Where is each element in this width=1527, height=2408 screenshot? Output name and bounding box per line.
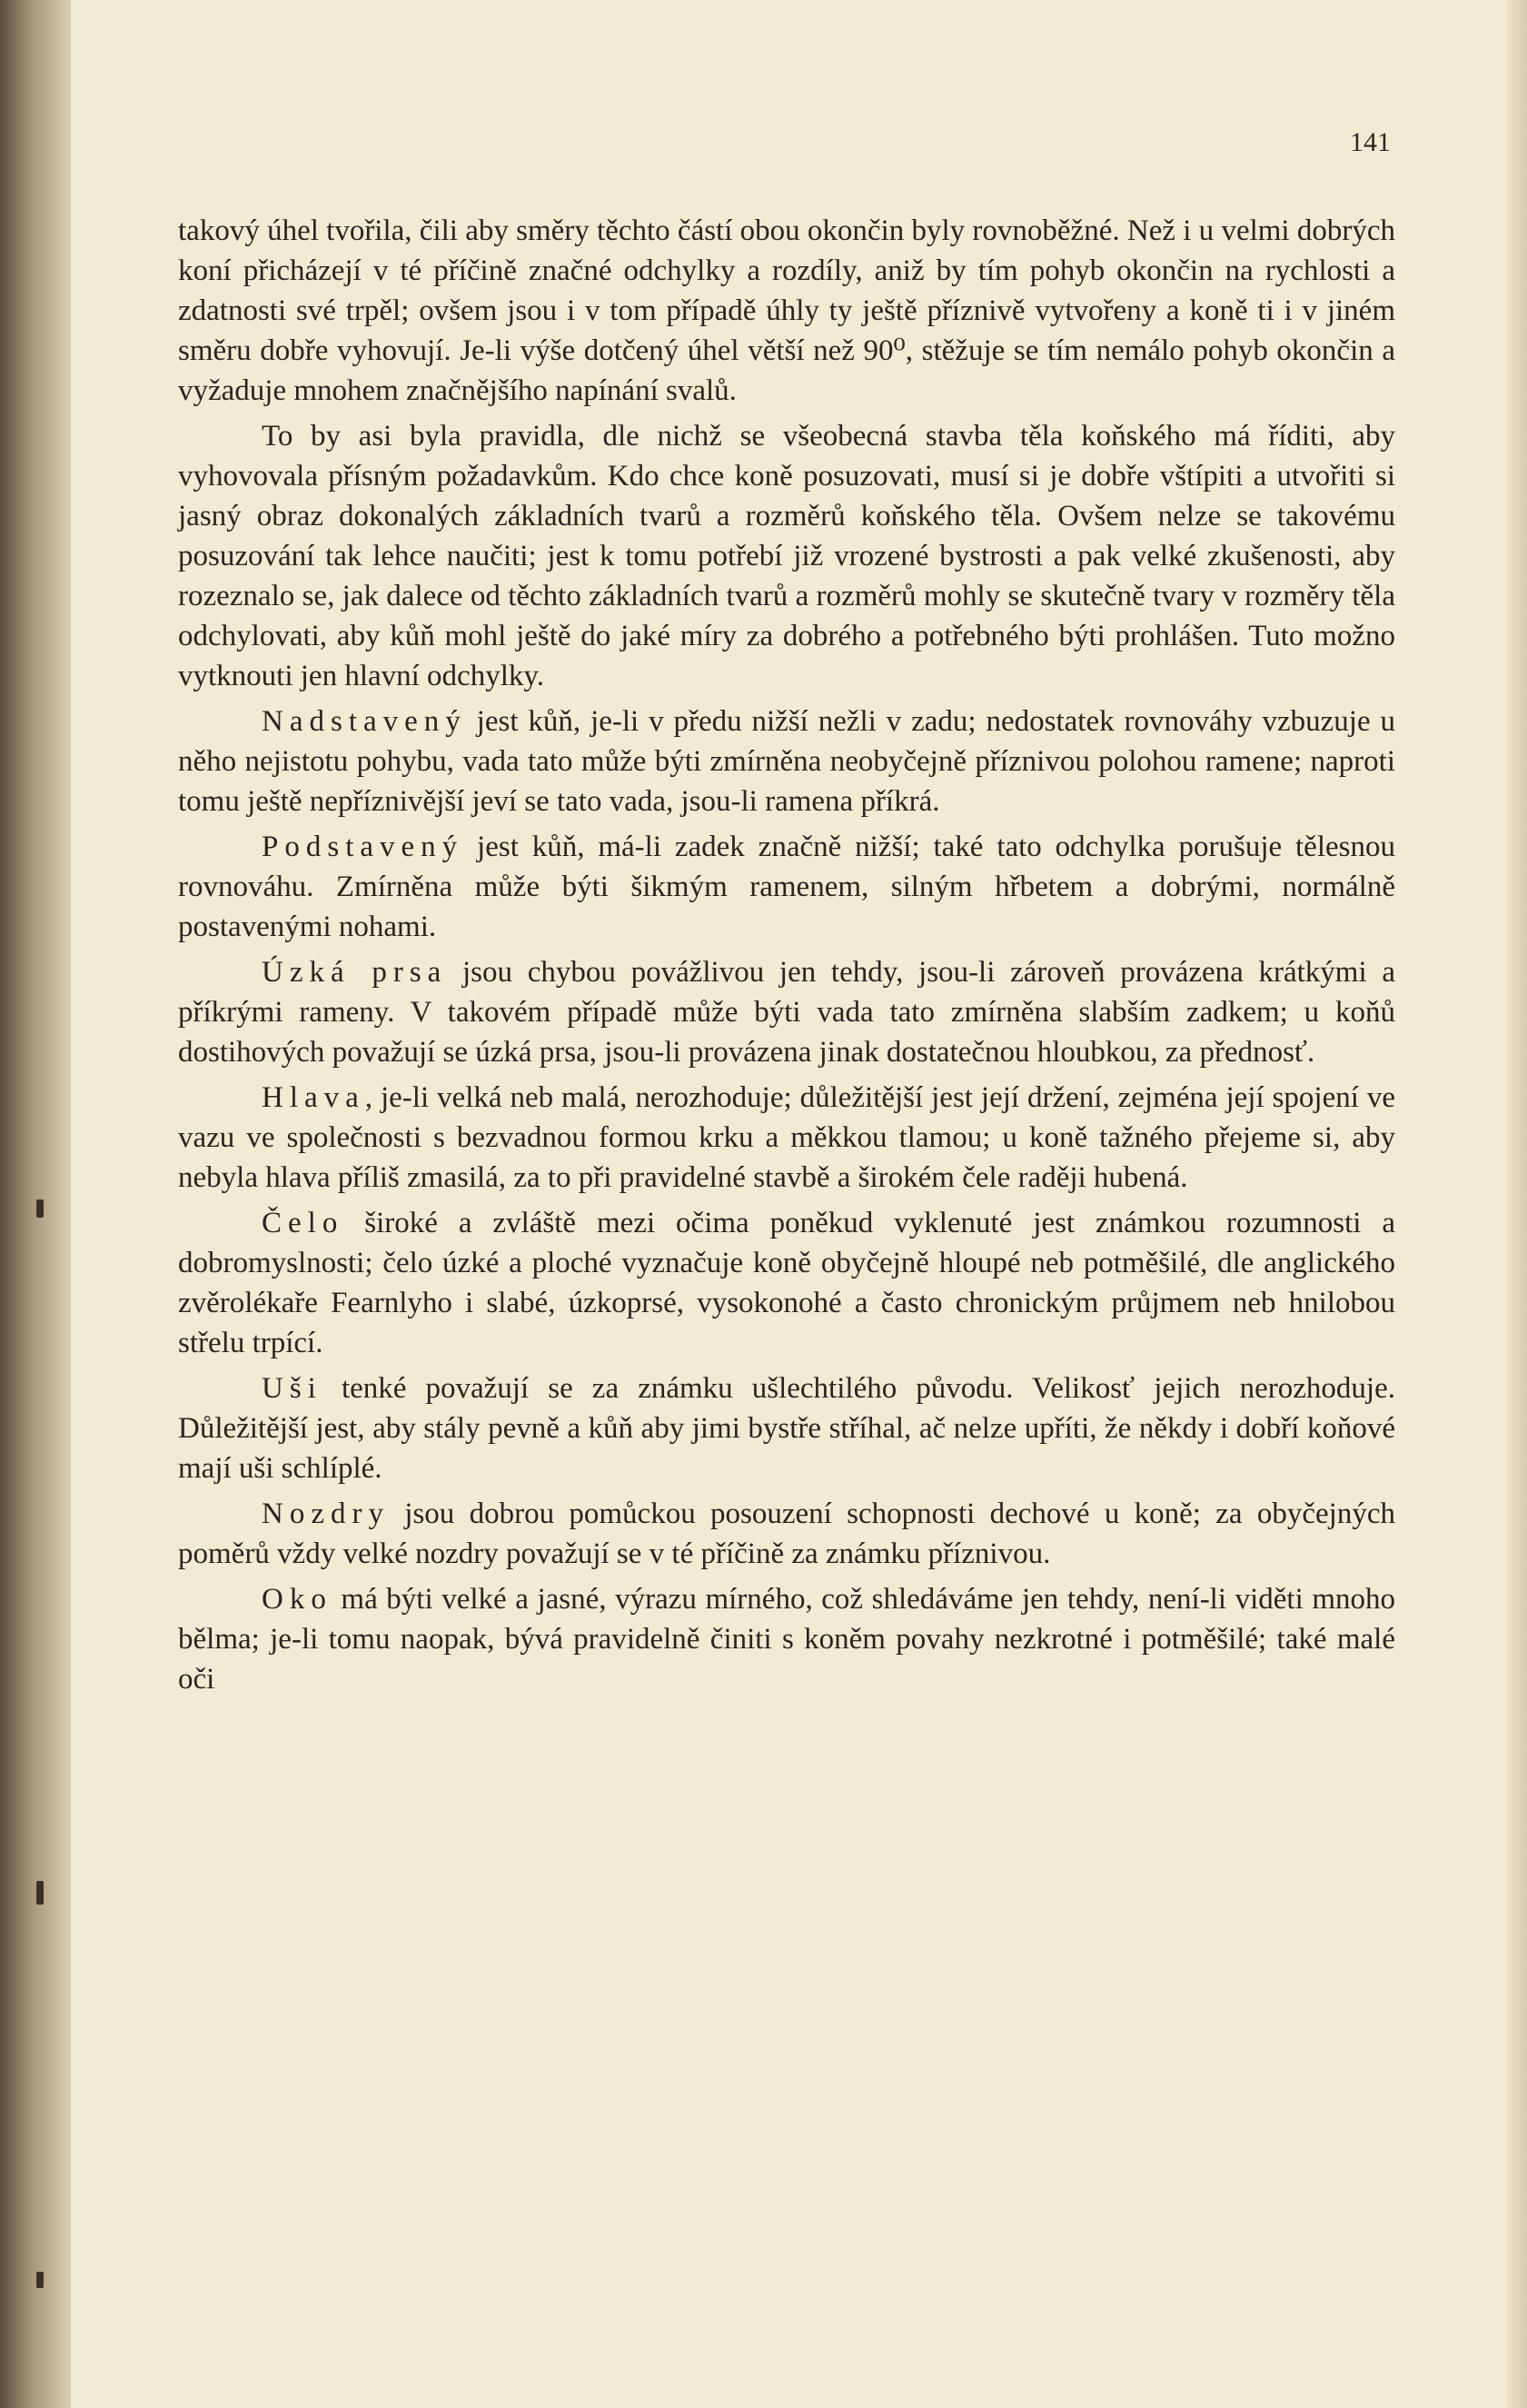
paragraph-text: jsou chybou povážlivou jen tehdy, jsou-li zároveň provázena krátkými a příkrými rameny. V takovém případě může býti vada tato zmírněna slabším zadkem; u koňů dostihových považují se úzká prsa, jsou-li provázena jinak dostatečnou hloubkou, za přednosť.: [178, 956, 1395, 1069]
term: Čelo: [262, 1207, 344, 1239]
term: Uši: [262, 1372, 322, 1405]
margin-mark: [36, 1881, 44, 1905]
paragraph: To by asi byla pravidla, dle nichž se všeobecná stavba těla koňského má říditi, aby vyhovovala přísným požadavkům. Kdo chce koně posuzovati, musí si je dobře vštípiti a utvořiti si jasný obraz dokonalých základních tvarů a rozměrů koňského těla. Ovšem nelze se takovému posuzování tak lehce naučiti; jest k tomu potřebí již vrozené bystrosti a pak velké zkušenosti, aby rozeznalo se, jak dalece od těchto základních tvarů a rozměrů mohly se skutečně tvary v rozměry těla odchylovati, aby kůň mohl ještě do jaké míry za dobrého a potřebného býti prohlášen. Tuto možno vytknouti jen hlavní odchylky.: [178, 420, 1395, 692]
margin-mark: [36, 1199, 44, 1218]
paragraph-text: tenké považují se za známku ušlechtilého původu. Velikosť jejich nerozhoduje. Důležitější jest, aby stály pevně a kůň aby jimi bystře stříhal, ač nelze upříti, že někdy i dobří koňové mají uši schlíplé.: [178, 1372, 1395, 1485]
paragraph-text: jest kůň, je-li v předu nižší nežli v zadu; nedostatek rovnováhy vzbuzuje u něho nejistotu pohybu, vada tato může býti zmírněna neobyčejně příznivou polohou ramene; naproti tomu ještě nepříznivější jeví se tato vada, jsou-li ramena příkrá.: [178, 705, 1395, 818]
paragraph: [178, 1368, 1395, 1488]
paragraph-text: , je-li velká neb malá, nerozhoduje; důležitější jest její držení, zejména její spojení ve vazu ve společnosti s bezvadnou formou krku a měkkou tlamou; u koně tažného přejeme si, aby nebyla hlava příliš zmasilá, za to při pravidelné stavbě a širokém čele raději hubená.: [178, 1081, 1395, 1194]
paragraph: [178, 1579, 1395, 1699]
book-gutter: [0, 0, 71, 2408]
margin-mark: [36, 2272, 44, 2288]
page-edge: [1507, 0, 1527, 2408]
paragraph: takový úhel tvořila, čili aby směry těchto částí obou okončin byly rovnoběžné. Než i u velmi dobrých koní přicházejí v té příčině značné odchylky a rozdíly, aniž by tím pohyb okončin na rychlosti a zdatnosti své trpěl; ovšem jsou i v tom případě úhly ty ještě příznivě vytvořeny a koně ti i v jiném směru dobře vyhovují. Je-li výše dotčený úhel větší než 90⁰, stěžuje se tím nemálo pohyb okončin a vyžaduje mnohem značnějšího napínání svalů.: [178, 214, 1395, 407]
page-number: 141: [1350, 127, 1391, 157]
paragraph: [178, 1203, 1395, 1363]
term: Nozdry: [262, 1498, 390, 1530]
paragraph-text: široké a zvláště mezi očima poněkud vyklenuté jest známkou rozumnosti a dobromyslnosti; čelo úzké a ploché vyznačuje koně obyčejně hloupé neb potměšilé, dle anglického zvěrolékaře Fearnlyho i slabé, úzkoprsé, vysokonohé a často chronickým průjmem neb hnilobou střelu trpící.: [178, 1207, 1395, 1359]
term: Oko: [262, 1583, 332, 1616]
paragraph: [178, 827, 1395, 947]
term: Nadstavený: [262, 705, 467, 738]
body-text: [178, 211, 1395, 1705]
term: Podstavený: [262, 831, 464, 863]
paragraph: [178, 1078, 1395, 1198]
paragraph-text: jsou dobrou pomůckou posouzení schopnosti dechové u koně; za obyčejných poměrů vždy velké nozdry považují se v té příčině za známku příznivou.: [178, 1498, 1395, 1570]
paragraph: [178, 1494, 1395, 1574]
paragraph-text: jest kůň, má-li zadek značně nižší; také tato odchylka porušuje tělesnou rovnováhu. Zmírněna může býti šikmým ramenem, silným hřbetem a dobrými, normálně postavenými nohami.: [178, 831, 1395, 943]
term: Hlava: [262, 1081, 365, 1114]
term: Úzká prsa: [262, 956, 448, 989]
paragraph: [178, 952, 1395, 1072]
paragraph: [178, 702, 1395, 821]
paragraph-text: má býti velké a jasné, výrazu mírného, což shledáváme jen tehdy, není-li viděti mnoho bělma; je-li tomu naopak, bývá pravidelně činiti s koněm povahy nezkrotné i potměšilé; také malé oči: [178, 1583, 1395, 1696]
